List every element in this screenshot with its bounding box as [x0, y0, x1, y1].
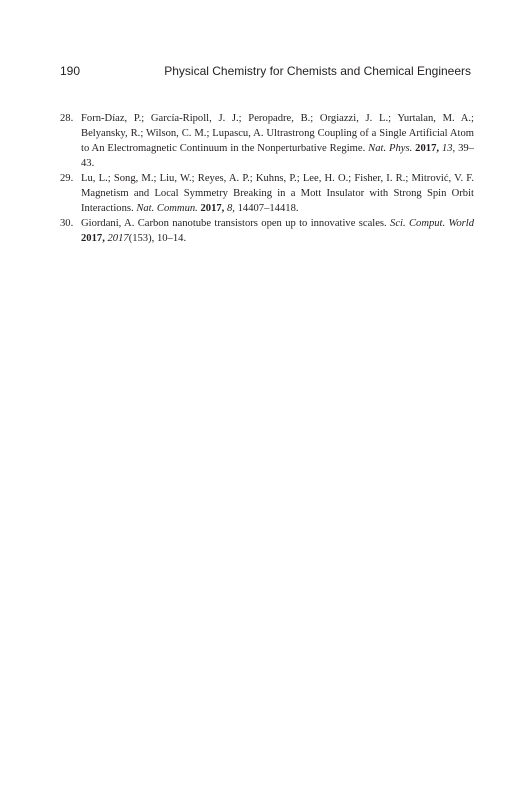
reference-volume: 13, — [441, 143, 456, 154]
reference-year: 2017, — [200, 203, 225, 214]
reference-title: Magnetism and Local Symmetry Breaking in a Mott Insulator with Strong Spin Orbit Interactions. — [81, 188, 474, 214]
reference-number: 29. — [60, 173, 74, 184]
reference-pages: 39–43. — [81, 143, 474, 169]
running-header — [60, 64, 471, 82]
reference-pages: 10–14. — [156, 233, 187, 244]
reference-year: 2017, — [415, 143, 440, 154]
reference-text — [81, 173, 474, 214]
reference-item — [60, 216, 474, 246]
reference-volume: 8, — [226, 203, 235, 214]
reference-text — [81, 218, 474, 244]
reference-title: Carbon nanotube transistors open up to innovative scales. — [137, 218, 387, 229]
reference-text — [81, 113, 474, 169]
reference-title: Ultrastrong Coupling of a Single Artificial Atom to An Electromagnetic Continuum in the Nonperturbative Regime. — [81, 128, 475, 154]
reference-issue: (153), — [128, 233, 155, 244]
reference-authors: Giordani, A. — [81, 218, 135, 229]
book-title: Physical Chemistry for Chemists and Chemical Engineers — [164, 64, 471, 78]
reference-item — [60, 111, 474, 171]
reference-pages: 14407–14418. — [237, 203, 299, 214]
reference-authors: Lu, L.; Song, M.; Liu, W.; Reyes, A. P.; Kuhns, P.; Lee, H. O.; Fisher, I. R.; Mitrović, V. F. — [81, 173, 474, 184]
reference-journal: Sci. Comput. World — [390, 218, 474, 229]
reference-item — [60, 171, 474, 216]
reference-volume: 2017 — [107, 233, 129, 244]
reference-journal: Nat. Phys. — [368, 143, 413, 154]
reference-list — [60, 111, 474, 246]
reference-year: 2017, — [81, 233, 105, 244]
page-number: 190 — [60, 64, 81, 78]
reference-number: 30. — [60, 218, 74, 229]
reference-number: 28. — [60, 113, 74, 124]
reference-authors: Forn-Díaz, P.; García-Ripoll, J. J.; Peropadre, B.; Orgiazzi, J. L.; Yurtalan, M. A.; Belyansky, R.; Wilson, C. M.; Lupascu, A. — [81, 113, 474, 139]
reference-journal: Nat. Commun. — [136, 203, 198, 214]
